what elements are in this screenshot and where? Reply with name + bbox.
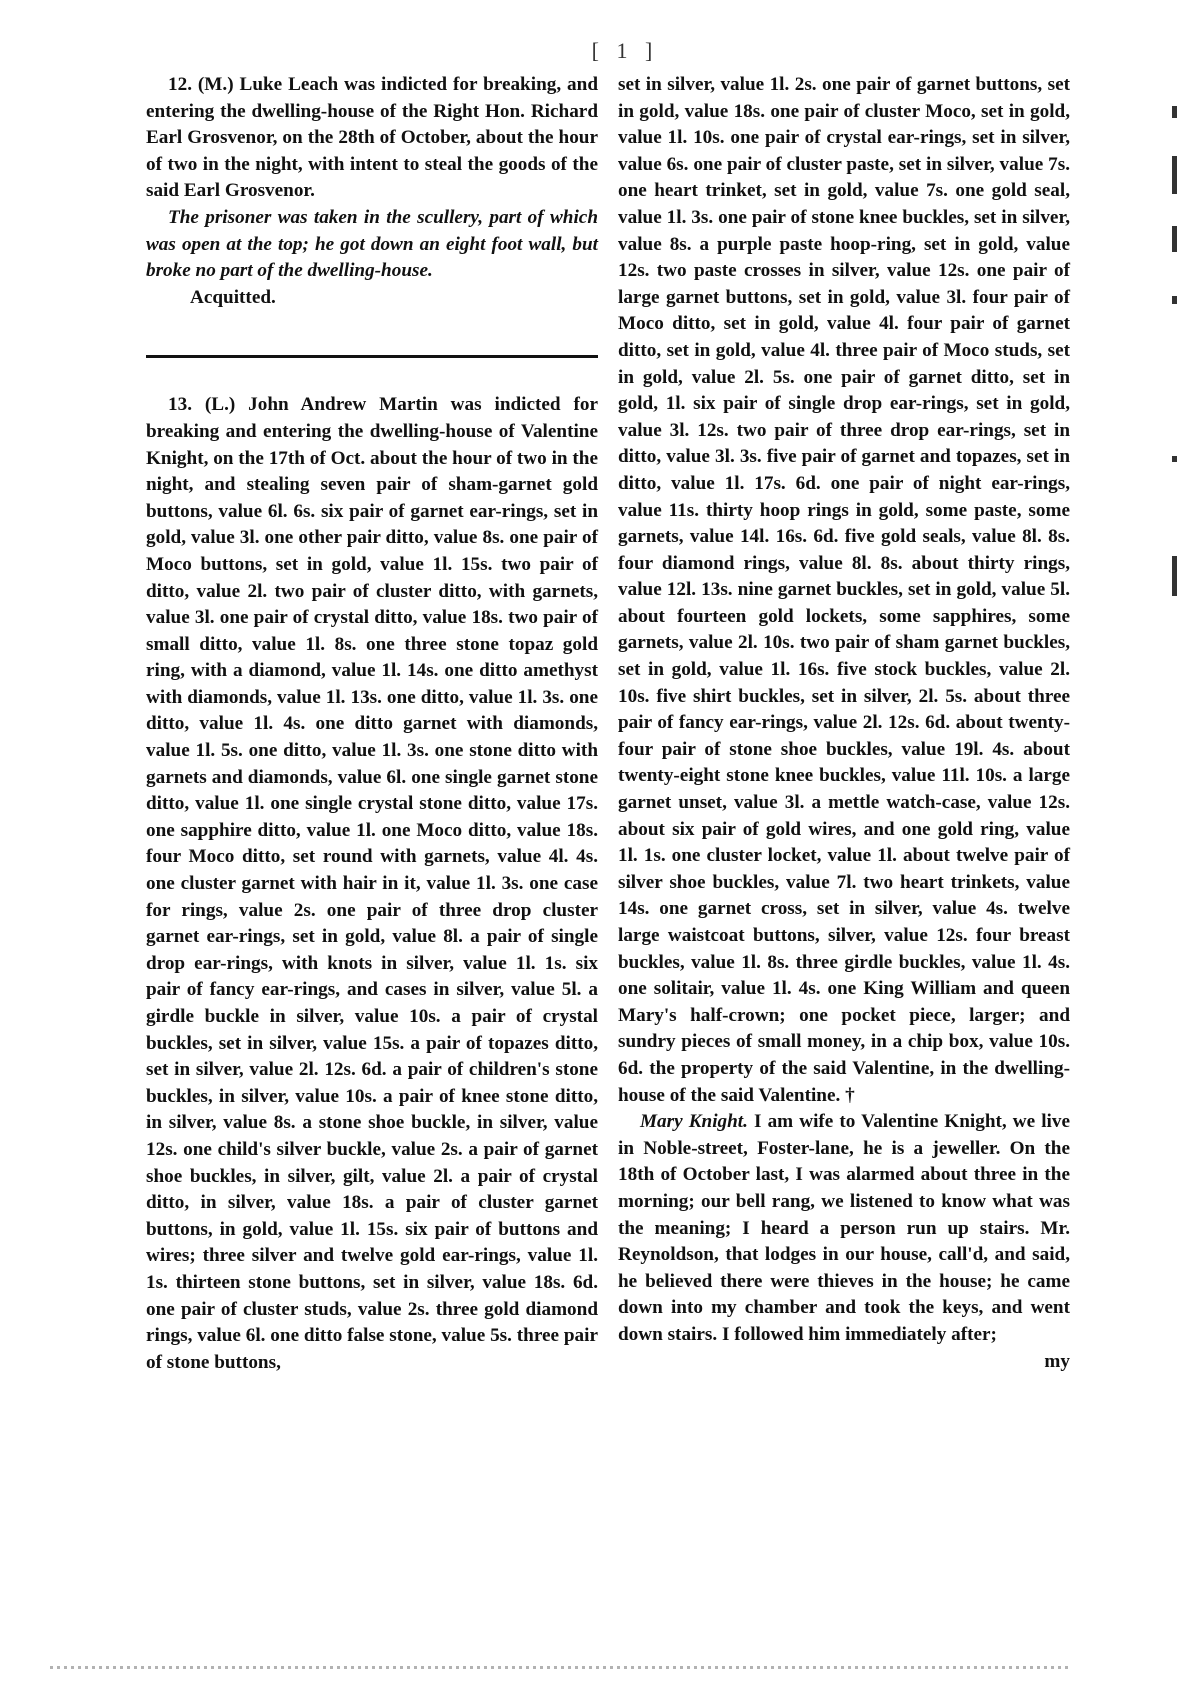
case-13-continuation: set in silver, value 1l. 2s. one pair of garnet buttons, set in gold, value 18s. one pair of cluster Moco, set in gold, value 1l. 10s. one pair of crystal ear-rings, set in silver, value 6s. one pair of cluster paste, set in silver, value 7s. one heart trinket, set in gold, value 7s. one gold seal, value 1l. 3s. one pair of stone knee buckles, set in silver, value 8s. a purple paste hoop-ring, set in gold, value 12s. two paste crosses in silver, value 12s. one pair of large garnet buttons, set in gold, value 3l. four pair of Moco ditto, set in gold, value 4l. four pair of garnet ditto, set in gold, value 4l. three pair of Moco studs, set in gold, value 2l. 5s. one pair of garnet ditto, set in gold, 1l. six pair of single drop ear-rings, set in gold, value 3l. 12s. two pair of three drop ear-rings, set in ditto, value 3l. 3s. five pair of garnet and topazes, set in ditto, value 1l. 17s. 6d. one pair of night ear-rings, value 11s. thirty hoop rings in gold, some paste, some garnets, value 14l. 16s. 6d. five gold seals, value 8l. 8s. four diamond rings, value 8l. 8s. about thirty rings, value 12l. 13s. nine garnet buckles, set in gold, value 5l. about fourteen gold lockets, some sapphires, some garnets, value 2l. 10s. two pair of sham garnet buckles, set in gold, value 1l. 16s. five stock buckles, value 2l. 10s. five shirt buckles, set in silver, 2l. 5s. about three pair of fancy ear-rings, value 2l. 12s. 6d. about twenty-four pair of stone shoe buckles, value 19l. 4s. about twenty-eight stone knee buckles, value 11l. 10s. a large garnet unset, value 3l. a mettle watch-case, value 12s. about six pair of gold wires, and one gold ring, value 1l. 1s. one cluster locket, value 1l. about twelve pair of silver shoe buckles, value 7l. two heart trinkets, value 14s. one garnet cross, set in silver, value 4s. twelve large waistcoat buttons, silver, value 12s. four breast buckles, value 1l. 8s. three girdle buckles, value 1l. 4s. one solitair, value 1l. 4s. one King William and queen Mary's half-crown; one pocket piece, larger; and sundry pieces of small money, in a chip box, value 10s. 6d. the property of the said Valentine, in the dwelling-house of the said Valentine. † xyxy=(618,74,1070,1106)
case-13-indictment: 13. (L.) John Andrew Martin was indicted for breaking and entering the dwelling-house of Valentine Knight, on the 17th of Oct. about the hour of two in the night, and stealing seven pair of sham-garnet gold buttons, value 6l. 6s. six pair of garnet ear-rings, set in gold, value 3l. one other pair ditto, value 8s. one pair of Moco buttons, set in gold, value 1l. 15s. two pair of ditto, value 2l. two pair of cluster ditto, with garnets, value 3l. one pair of crystal ditto, value 18s. two pair of small ditto, value 1l. 8s. one three stone topaz gold ring, with a diamond, value 1l. 14s. one ditto amethyst with diamonds, value 1l. 13s. one ditto, value 1l. 3s. one ditto, value 1l. 4s. one ditto garnet with diamonds, value 1l. 5s. one ditto, value 1l. 3s. one stone ditto with garnets and diamonds, value 6l. one single garnet stone ditto, value 1l. one single crystal stone ditto, value 17s. one sapphire ditto, value 1l. one Moco ditto, value 18s. four Moco ditto, set round with garnets, value 4l. 4s. one cluster garnet with hair in it, value 1l. 3s. one case for rings, value 2s. one pair of three drop cluster garnet ear-rings, set in gold, value 8l. a pair of single drop ear-rings, with knots in silver, value 1l. 1s. six pair of fancy ear-rings, and cases in silver, value 5l. a girdle buckle in silver, value 10s. a pair of crystal buckles, set in silver, value 15s. a pair of topazes ditto, set in silver, value 2l. 12s. 6d. a pair of children's stone buckles, in silver, value 10s. a pair of knee stone ditto, in silver, value 8s. a stone shoe buckle, in silver, value 12s. one child's silver buckle, value 2s. a pair of garnet shoe buckles, in silver, gilt, value 2l. a pair of crystal ditto, in silver, value 18s. a pair of cluster garnet buttons, in gold, value 1l. 15s. six pair of buttons and wires; three silver and twelve gold ear-rings, value 1l. 1s. thirteen stone buttons, set in silver, value 18s. 6d. one pair of cluster studs, value 2s. three gold diamond rings, value 6l. one ditto false stone, value 5s. three pair of stone buttons, xyxy=(146,394,598,1373)
scan-bottom-edge xyxy=(50,1666,1070,1669)
right-column xyxy=(618,72,1070,1375)
testimony-text: I am wife to Valentine Knight, we live in Noble-street, Foster-lane, he is a jeweller. On the 18th of October last, I was alarmed about three in the morning; our bell rang, we listened to know what was the meaning; I heard a person run up stairs. Mr. Reynoldson, that lodges in our house, call'd, and said, he believed there were thieves in the house; he came down into my chamber and took the keys, and went down stairs. I followed him immediately after; xyxy=(618,1111,1070,1345)
case-12-note: The prisoner was taken in the scullery, part of which was open at the top; he got down an eight foot wall, but broke no part of the dwelling-house. xyxy=(146,206,598,282)
catchword: my xyxy=(1044,1350,1070,1372)
testimony-speaker: Mary Knight. xyxy=(640,1111,748,1133)
section-divider xyxy=(146,355,598,358)
case-12-indictment: 12. (M.) Luke Leach was indicted for breaking, and entering the dwelling-house of the Right Hon. Richard Earl Grosvenor, on the 28th of October, about the hour of two in the night, with intent to steal the goods of the said Earl Grosvenor. xyxy=(146,74,598,202)
scan-edge-marks xyxy=(1164,56,1190,616)
page-number-mark: [ 1 ] xyxy=(591,38,659,63)
testimony-paragraph xyxy=(618,1109,1070,1348)
left-column xyxy=(146,72,598,1376)
case-12-verdict: Acquitted. xyxy=(190,286,276,308)
